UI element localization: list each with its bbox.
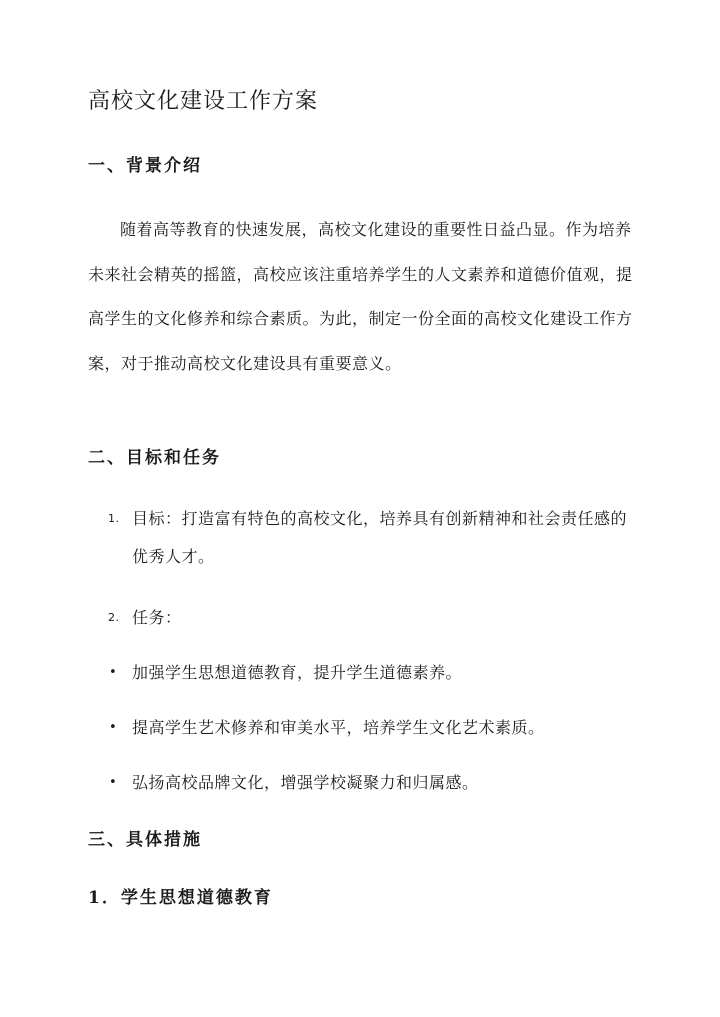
list-item-text: 加强学生思想道德教育，提升学生道德素养。 <box>132 663 463 682</box>
list-item-text: 弘扬高校品牌文化，增强学校凝聚力和归属感。 <box>132 773 479 792</box>
background-paragraph: 随着高等教育的快速发展，高校文化建设的重要性日益凸显。作为培养未来社会精英的摇篮，高校应该注重培养学生的人文素养和道德价值观，提高学生的文化修养和综合素质。为此，制定一份全面的高校文化建设工作方案，对于推动高校文化建设具有重要意义。 <box>88 220 633 373</box>
list-item-text: 目标：打造富有特色的高校文化，培养具有创新精神和社会责任感的优秀人才。 <box>132 509 628 566</box>
bullet-marker: • <box>109 775 118 790</box>
bullet-marker: • <box>109 720 118 735</box>
document-title: 高校文化建设工作方案 <box>88 89 319 114</box>
bullet-marker: • <box>109 665 118 680</box>
list-number: 2. <box>108 611 120 624</box>
numbered-item-tasks <box>88 599 636 637</box>
section-heading-measures: 三、具体措施 <box>88 830 202 850</box>
section-heading-background: 一、背景介绍 <box>88 156 202 176</box>
section-heading-goals: 二、目标和任务 <box>88 448 221 468</box>
bullet-item <box>88 764 636 802</box>
bullet-item <box>88 709 636 747</box>
bullet-item <box>88 654 636 692</box>
numbered-item-goal <box>88 500 636 576</box>
list-number: 1. <box>108 512 120 525</box>
list-item-text: 任务： <box>132 608 182 627</box>
subsection-heading-moral-education: 1．学生思想道德教育 <box>88 888 273 908</box>
list-item-text: 提高学生艺术修养和审美水平，培养学生文化艺术素质。 <box>132 718 545 737</box>
